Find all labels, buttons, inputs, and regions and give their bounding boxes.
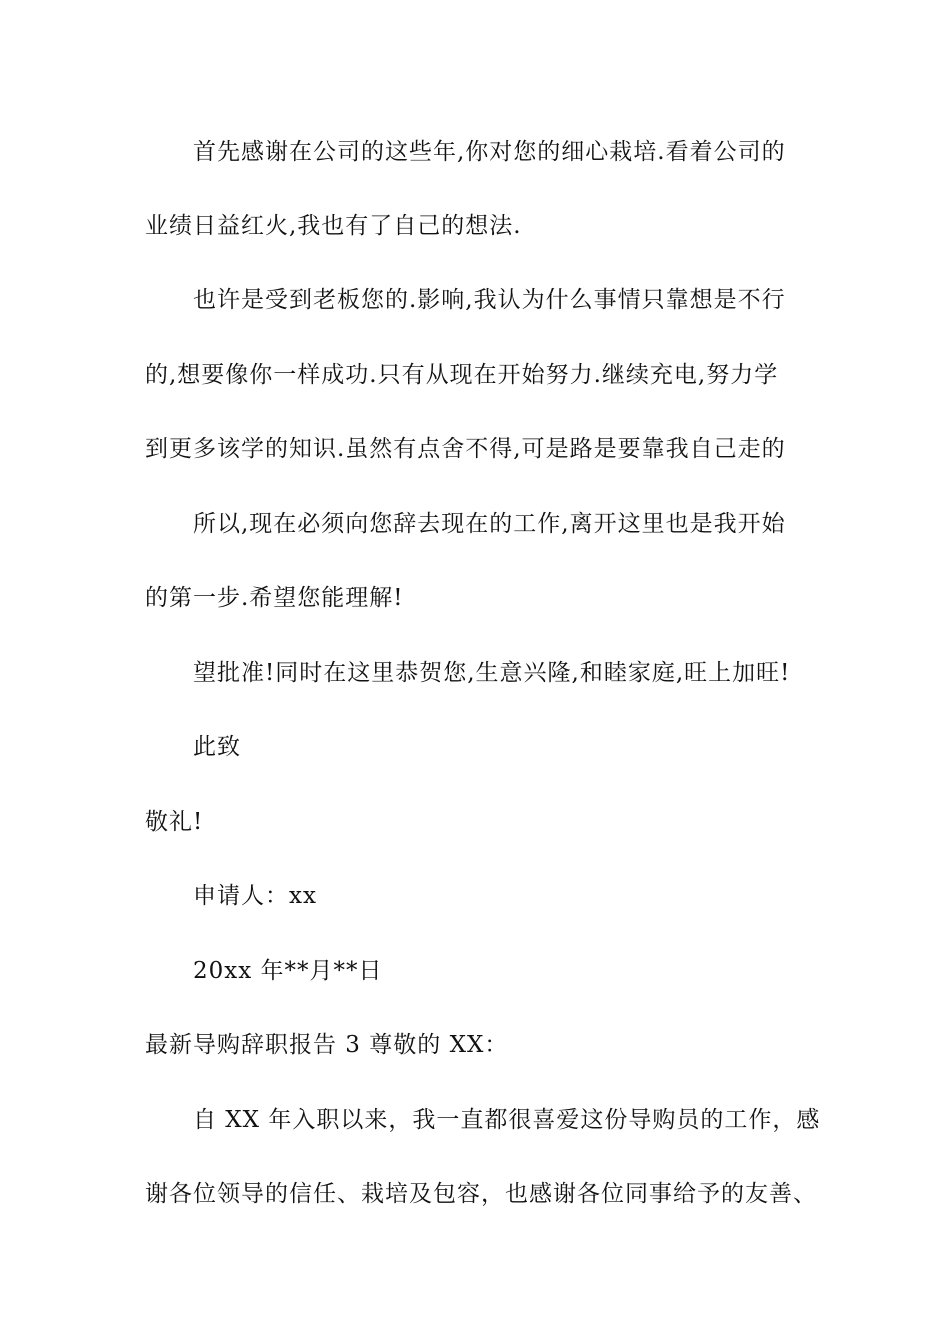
salutation: 敬礼! bbox=[145, 809, 204, 835]
paragraph-line-9: 自 XX 年入职以来，我一直都很喜爱这份导购员的工作，感 bbox=[193, 1107, 821, 1133]
paragraph-line-8: 望批准!同时在这里恭贺您,生意兴隆,和睦家庭,旺上加旺! bbox=[193, 660, 791, 686]
paragraph-line-10: 谢各位领导的信任、栽培及包容，也感谢各位同事给予的友善、 bbox=[145, 1181, 817, 1207]
paragraph-line-7: 的第一步.希望您能理解! bbox=[145, 585, 404, 611]
paragraph-line-5: 到更多该学的知识.虽然有点舍不得,可是路是要靠我自己走的 bbox=[145, 436, 786, 462]
applicant-line: 申请人：xx bbox=[193, 883, 317, 909]
paragraph-line-4: 的,想要像你一样成功.只有从现在开始努力.继续充电,努力学 bbox=[145, 362, 779, 388]
paragraph-line-3: 也许是受到老板您的.影响,我认为什么事情只靠想是不行 bbox=[193, 287, 786, 313]
section-title: 最新导购辞职报告 3 尊敬的 XX： bbox=[145, 1032, 509, 1058]
date-line: 20xx 年**月**日 bbox=[193, 958, 383, 984]
closing-phrase: 此致 bbox=[193, 734, 241, 760]
paragraph-line-1: 首先感谢在公司的这些年,你对您的细心栽培.看着公司的 bbox=[193, 139, 786, 165]
paragraph-line-6: 所以,现在必须向您辞去现在的工作,离开这里也是我开始 bbox=[193, 511, 786, 537]
paragraph-line-2: 业绩日益红火,我也有了自己的想法. bbox=[145, 213, 522, 239]
